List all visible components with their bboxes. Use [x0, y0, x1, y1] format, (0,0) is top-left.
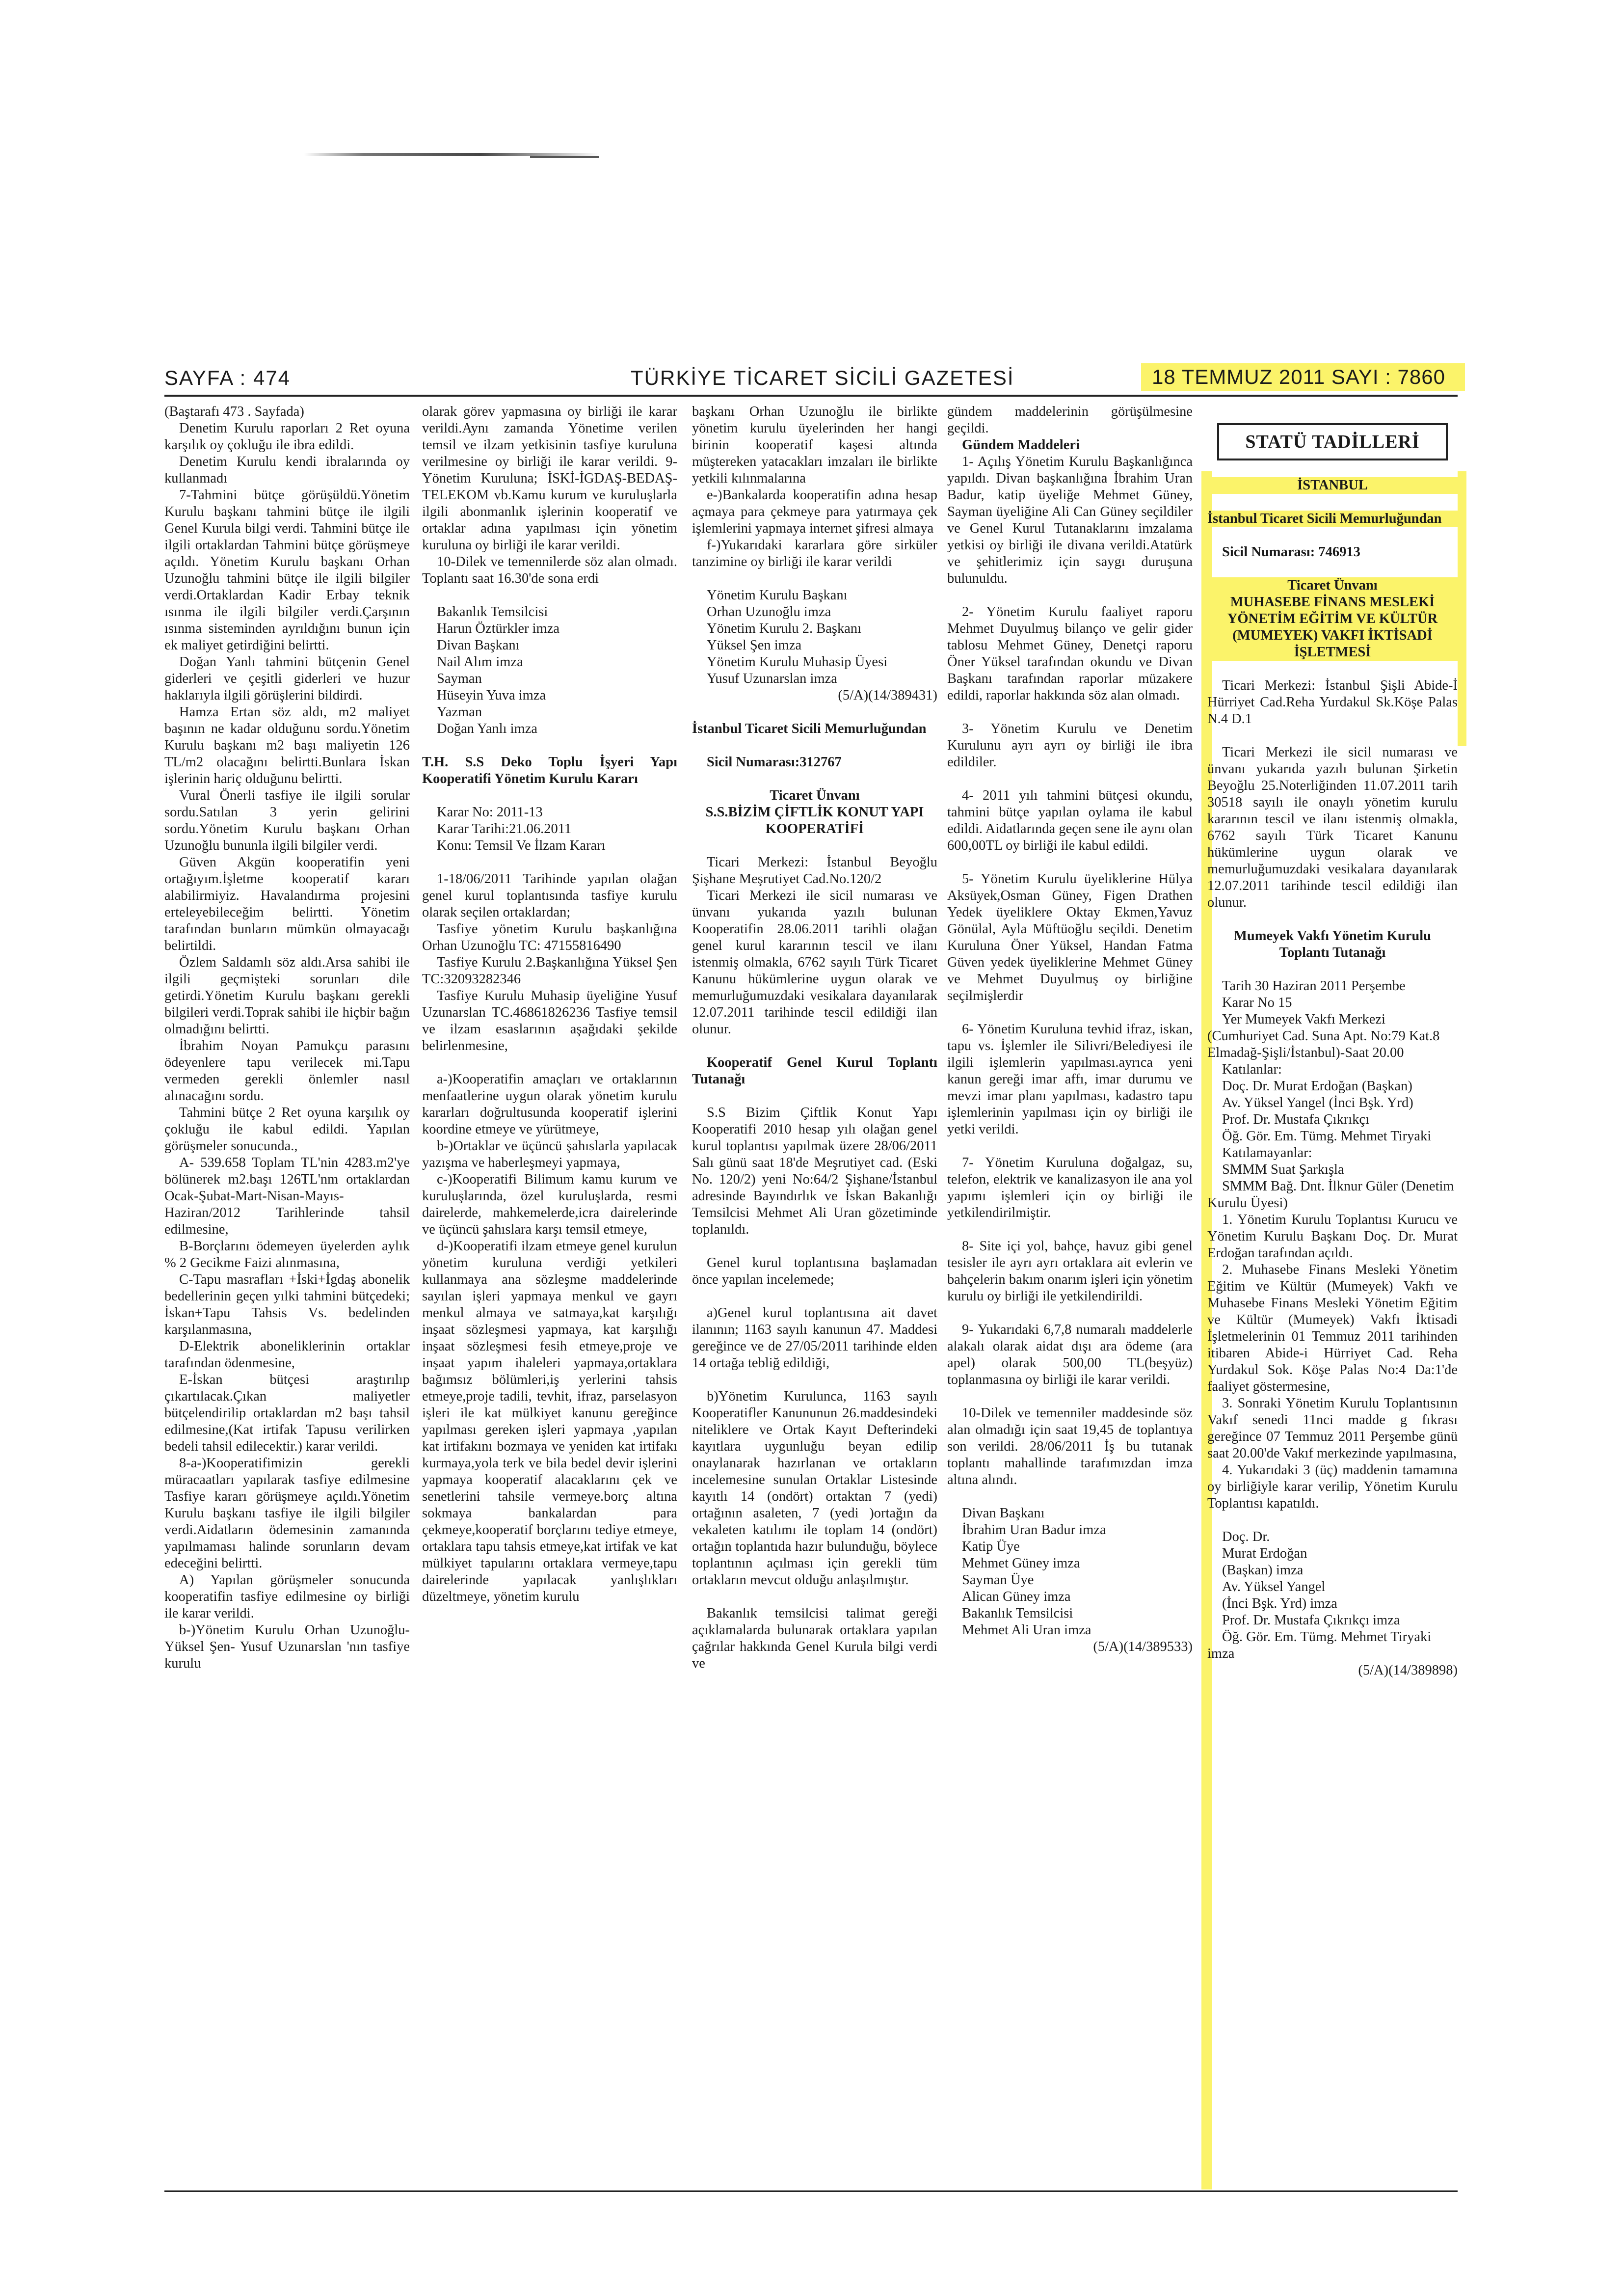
paragraph: Tasfiye yönetim Kurulu başkanlığına Orhan Uzunoğlu TC: 47155816490 [422, 921, 677, 953]
signature-line: Yazman [437, 704, 482, 720]
signature-line: Divan Başkanı [437, 638, 520, 653]
paragraph: E-İskan bütçesi araştırılıp çıkartılacak.Çıkan maliyetler bütçelendirilip ortaklardan m2 başı tahsil edilmesine,(Kat irtifak Tapusu verilirken bedeli tahsil edilecektir.) karar verildi. [164, 1372, 410, 1454]
section-heading: Kooperatif Genel Kurul Toplantı Tutanağı [692, 1055, 937, 1087]
column-4 [947, 404, 1193, 1655]
section-heading: İstanbul Ticaret Sicili Memurluğundan [1207, 511, 1458, 527]
section-box-title: STATÜ TADİLLERİ [1217, 423, 1448, 460]
signature-line: Katip Üye [962, 1539, 1020, 1554]
gazette-title: TÜRKİYE TİCARET SİCİLİ GAZETESİ [631, 366, 1014, 389]
paragraph: Genel kurul toplantısına başlamadan önce yapılan incelemede; [692, 1255, 937, 1287]
signature-line: Divan Başkanı [962, 1506, 1045, 1521]
paragraph: Güven Akgün kooperatifin yeni ortağıyım.İşletme kooperatif kararı alabilirmiyiz. Havalandırma projesini erteleyebileceğim belirtti. Yönetim tarafından bunların mümkün olmayacağı belirtildi. [164, 855, 410, 953]
paragraph: B-Borçlarını ödemeyen üyelerden aylık % 2 Gecikme Faizi alınmasına, [164, 1239, 410, 1270]
paragraph: (Baştarafı 473 . Sayfada) [164, 404, 304, 419]
signature-line: Mehmet Güney imza [962, 1556, 1080, 1571]
signature-line: Prof. Dr. Mustafa Çıkrıkçı imza [1222, 1613, 1400, 1628]
registry-number: Sicil Numarası:312767 [707, 755, 842, 770]
signature-line: Yönetim Kurulu Muhasip Üyesi [707, 654, 888, 670]
scan-artifact [530, 156, 599, 158]
signature-line: Bakanlık Temsilcisi [437, 604, 548, 620]
agenda-item: 2- Yönetim Kurulu faaliyet raporu Mehmet Duyulmuş bilanço ve gelir gider tablosu Mehmet Güney, Denetçi raporu Öner Yüksel tarafından okundu ve Divan Başkanı tarafından raporlar müzakere edildi, raporlar hakkında söz alan olmadı. [947, 604, 1193, 703]
city-heading: İSTANBUL [1207, 477, 1458, 494]
agenda-item: 1- Açılış Yönetim Kurulu Başkanlığınca yapıldı. Divan başkanlığına İbrahim Uran Badur, katip üyeliğe Mehmet Güney, Sayman üyeliğine Ali Can Güney seçildiler ve Genel Kurul Tutanaklarını imzalama yetkisi oy birliği ile divana verildi.Atatürk ve şehitlerimiz için saygı duruşuna bulunuldu. [947, 454, 1193, 586]
trade-address: Ticari Merkezi: İstanbul Şişli Abide-İ Hürriyet Cad.Reha Yurdakul Sk.Köşe Palas N.4 D.1 [1207, 678, 1458, 727]
issue-date: 18 TEMMUZ 2011 SAYI : 7860 [1141, 363, 1465, 391]
reference-number: (5/A)(14/389533) [1093, 1639, 1193, 1654]
paragraph: başkanı Orhan Uzunoğlu ile birlikte yönetim kurulu üyelerinden her hangi birinin kooperatif kaşesi altında müştereken yatacakları imzaları ile birlikte yetkili kılınmalarına [692, 404, 937, 486]
agenda-item: 8- Site içi yol, bahçe, havuz gibi genel tesisler ile ayrı ayrı ortaklara ait evlerin ve bahçelerin bakım onarım işleri için yönetim kurulu oy birliği ile yetkilendirildi. [947, 1239, 1193, 1304]
signature-line: (Başkan) imza [1222, 1563, 1304, 1578]
paragraph: Ticari Merkezi: İstanbul Beyoğlu Şişhane Meşrutiyet Cad.No.120/2 [692, 855, 937, 887]
paragraph: b-)Ortaklar ve üçüncü şahıslarla yapılacak yazışma ve haberleşmeyi yapmaya, [422, 1138, 677, 1170]
trade-name-label: Ticaret Ünvanı [1207, 577, 1458, 594]
agenda-item: 6- Yönetim Kuruluna tevhid ifraz, iskan, tapu vs. İşlemler ile Silivri/Belediyesi ile ilgili işlemlerin yapılması.ayrıca yeni kanun gereği imar affı, imar durumu ve mevzi imar planı yapılması, kadastro tapu işlemlerinin yapılması için oy birliği ile yetki verildi. [947, 1022, 1193, 1137]
signature-line: Doğan Yanlı imza [437, 721, 538, 736]
trade-name-label: Ticaret Ünvanı [770, 788, 860, 803]
paragraph: c-)Kooperatifi Bilimum kamu kurum ve kuruluşlarında, özel kuruluşlarda, resmi dairelerde, mahkemelerde,icra dairelerinde ve üçüncü şahıslara karşı temsil etmeye, [422, 1172, 677, 1237]
paragraph: f-)Yukarıdaki kararlara göre sirküler tanzimine oy birliği ile karar verildi [692, 538, 937, 569]
paragraph: olarak görev yapmasına oy birliği ile karar verildi.Aynı zamanda Yönetime verilen temsil ve ilzam yetkisinin tasfiye kuruluna verilmesine oy birliği ile karar verildi. 9-Yönetim Kuruluna; İSKİ-İGDAŞ-BEDAŞ-TELEKOM vb.Kamu kurum ve kuruluşlarla ilgili abonmanlık işlerinin kooperatif ve ortaklar adına yapılması için yönetim kuruluna oy birliği ile karar verildi. [422, 404, 677, 553]
reference-number: (5/A)(14/389431) [838, 688, 937, 703]
signature-line: Av. Yüksel Yangel [1222, 1579, 1326, 1594]
signature-line: Mehmet Ali Uran imza [962, 1622, 1091, 1638]
signature-line: Murat Erdoğan [1222, 1546, 1307, 1561]
meeting-line: Katılamayanlar: [1222, 1145, 1312, 1161]
signature-line: Bakanlık Temsilcisi [962, 1606, 1073, 1621]
paragraph: e-)Bankalarda kooperatifin adına hesap açmaya para çekmeye para yatırmaya çek işlemlerini yapmaya internet şifresi almaya [692, 487, 937, 536]
paragraph: Denetim Kurulu kendi ibralarında oy kullanmadı [164, 454, 410, 486]
paragraph: 2. Muhasebe Finans Mesleki Yönetim Eğitim ve Kültür (Mumeyek) Vakfı ve Muhasebe Finans Mesleki Yönetim Eğitim ve Kültür (Mumeyek) Vakfı İktisadi İşletmelerinin 01 Temmuz 2011 tarihinden itibaren Abide-i Hürriyet Cad. Reha Yurdakul Sok. Köşe Palas No:4 Da:1'de faaliyet göstermesine, [1207, 1262, 1458, 1394]
agenda-item: 4- 2011 yılı tahmini bütçesi okundu, tahmini bütçe yapılan oylama ile kabul edildi. Aidatlarında geçen sene ile aynı olan 600,00TL oy birliği ile kabul edildi. [947, 788, 1193, 853]
column-2 [422, 404, 677, 1605]
paragraph: 4. Yukarıdaki 3 (üç) maddenin tamamına oy birliğiyle karar verilip, Yönetim Kurulu Toplantısı kapatıldı. [1207, 1462, 1458, 1511]
reference-number: (5/A)(14/389898) [1358, 1663, 1458, 1678]
signature-line: Alican Güney imza [962, 1589, 1071, 1604]
signature-block [422, 604, 677, 737]
agenda-item: 10-Dilek ve temenniler maddesinde söz alan olmadığı için saat 19,45 de toplantıya son verildi. 28/06/2011 İş bu tutanak toplantı mahallinde tarafımızdan imza altına alındı. [947, 1405, 1193, 1487]
paragraph: 3. Sonraki Yönetim Kurulu Toplantısının Vakıf senedi 11nci madde g fıkrası gereğince 07 Temmuz 2011 Perşembe günü saat 20.00'de Vakıf merkezinde yapılmasına, [1207, 1396, 1458, 1461]
paragraph: 7-Tahmini bütçe görüşüldü.Yönetim Kurulu başkanı tahmini bütçe ile ilgili Genel Kurula bilgi verdi. Tahmini bütçe ile ilgili ortaklardan Tahmini bütçe görüşmeye açıldı. Yönetim Kurulu başkanı Orhan Uzunoğlu tahmini bütçe ile ilgili bilgiler verdi.Ortaklardan Kadir Erbay teknik ısınma ile ilgili bilgiler verdi.Çarşının ısınma sisteminden ayrıldığını bunun için ek maliyet getirdiğini belirtti. [164, 487, 410, 653]
paragraph: S.S Bizim Çiftlik Konut Yapı Kooperatifi 2010 hesap yılı olağan genel kurul toplantısı yapılmak üzere 28/06/2011 Salı günü saat 18'de Meşrutiyet cad. (Eski No. 120/2) yeni No:64/2 Şişhane/İstanbul adresinde Bayındırlık ve İskan Bakanlığı Temsilcisi Mehmet Ali Uran gözetiminde toplanıldı. [692, 1105, 937, 1237]
paragraph: Tasfiye Kurulu Muhasip üyeliğine Yusuf Uzunarslan TC.46861826236 Tasfiye temsil ve ilzam esaslarının aşağıdaki şekilde belirlenmesine, [422, 988, 677, 1053]
signature-block [692, 587, 937, 687]
paragraph: Doğan Yanlı tahmini bütçenin Genel giderleri ve çeşitli giderleri ve huzur haklarıyla ilgili görüşlerini bildirdi. [164, 654, 410, 703]
signature-line: Yönetim Kurulu Başkanı [707, 588, 848, 603]
column-3 [692, 404, 937, 1672]
agenda-item: 9- Yukarıdaki 6,7,8 numaralı maddelerle alakalı olarak aidat dışı ara ödeme (ara apel) olarak 500,00 TL(beşyüz) toplanmasına oy birliği ile karar verildi. [947, 1322, 1193, 1387]
section-heading: İstanbul Ticaret Sicili Memurluğundan [692, 721, 927, 736]
paragraph: Tahmini bütçe 2 Ret oyuna karşılık oy çokluğu ile kabul edildi. Yapılan görüşmeler sonucunda., [164, 1105, 410, 1154]
decision-date: Karar Tarihi:21.06.2011 [437, 821, 572, 837]
paragraph: gündem maddelerinin görüşülmesine geçildi. [947, 404, 1193, 436]
paragraph: D-Elektrik aboneliklerinin ortaklar tarafından ödenmesine, [164, 1339, 410, 1371]
trade-name: S.S.BİZİM ÇİFTLİK KONUT YAPI KOOPERATİFİ [705, 805, 924, 837]
meeting-line: Katılanlar: [1222, 1062, 1282, 1077]
agenda-item: 3- Yönetim Kurulu ve Denetim Kurulunu ayrı ayrı oy birliği ile ibra edildiler. [947, 721, 1193, 770]
meeting-line: Av. Yüksel Yangel (İnci Bşk. Yrd) [1222, 1095, 1413, 1110]
signature-block [947, 1505, 1193, 1639]
agenda-item: 5- Yönetim Kurulu üyeliklerine Hülya Aksüyek,Osman Güney, Figen Drathen Yedek üyeliklere Oktay Ekmen,Yavuz Gönülal, Ayla Müftüoğlu seçildi. Denetim Kuruluna Öner Yüksel, Handan Fatma Güven yedek üyeliklerine Mehmet Güney ve Mehmet Duyulmuş oy birliğine seçilmişlerdir [947, 871, 1193, 1003]
paragraph: Denetim Kurulu raporları 2 Ret oyuna karşılık oy çokluğu ile ibra edildi. [164, 421, 410, 453]
meeting-line: Doç. Dr. Murat Erdoğan (Başkan) [1222, 1079, 1412, 1094]
paragraph: Ticari Merkezi ile sicil numarası ve ünvanı yukarıda yazılı bulunan Şirketin Beyoğlu 25.Noterliğinden 11.07.2011 tarih 30518 sayılı ile onaylı yönetim kurulu kararının tescil ve ilanı istenmiş olmakla, 6762 sayılı Türk Ticaret Kanunu hükümlerine uygun olarak ve memurluğumuzdaki vesikalara dayanılarak 12.07.2011 tarihinde tescil edildiği ilan olunur. [1207, 745, 1458, 910]
decision-number: Karar No: 2011-13 [437, 805, 543, 820]
signature-line: Sayman Üye [962, 1572, 1034, 1588]
section-heading: T.H. S.S Deko Toplu İşyeri Yapı Kooperatifi Yönetim Kurulu Kararı [422, 755, 677, 786]
paragraph: Vural Önerli tasfiye ile ilgili sorular sordu.Satılan 3 yerin gelirini sordu.Yönetim Kurulu başkanı Orhan Uzunoğlu bununla ilgili bilgiler verdi. [164, 788, 410, 853]
footer-rule [164, 2190, 1458, 2192]
section-heading: Mumeyek Vakfı Yönetim Kurulu Toplantı Tutanağı [1234, 928, 1431, 960]
paragraph: 1. Yönetim Kurulu Toplantısı Kurucu ve Yönetim Kurulu Başkanı Doç. Dr. Murat Erdoğan tarafından açıldı. [1207, 1212, 1458, 1261]
signature-line: Yüksel Şen imza [707, 638, 802, 653]
page-header [164, 363, 1458, 393]
paragraph: d-)Kooperatifi ilzam etmeye genel kurulun yönetim kuruluna verdiği yetkileri kullanmaya ana sözleşme maddelerinde sayılan işleri yapmaya menkul ve gayrı menkul almaya ve satmaya,kat karşılığı inşaat sözleşmesi yapmaya, kat karşılığı inşaat sözleşmesi fesih etmeye,proje ve inşaat yapım ihaleleri yapmaya,ortaklara bağımsız bölümleri,iş yerlerini tahsis etmeye,proje tadili, tevhit, ifraz, parselasyon işleri ile kat mülkiyet kanunu gereğince yapılması gereken işleri yapmaya ,yapılan kat irtifakını bozmaya ve yeniden kat irtifakı kurmaya,yola terk ve bila bedel devir işlerini yapmaya kooperatif alacaklarını çek ve senetlerini tahsile vermeye.borç altına sokmaya bankalardan para çekmeye,kooperatif borçlarını tediye etmeye, ortaklara tapu tahsis etmeye,kat irtifak ve kat mülkiyet tapularını ortaklara vermeye,tapu dairelerinde yapılacak yanlışlıkları düzeltmeye, yönetim kurulu [422, 1239, 677, 1604]
paragraph: b-)Yönetim Kurulu Orhan Uzunoğlu- Yüksel Şen- Yusuf Uzunarslan 'nın tasfiye kurulu [164, 1622, 410, 1671]
meeting-details [1207, 978, 1458, 1212]
meeting-line: SMMM Bağ. Dnt. İlknur Güler (Denetim Kurulu Üyesi) [1207, 1179, 1454, 1211]
meeting-line: Karar No 15 [1222, 995, 1292, 1010]
signature-line: Doç. Dr. [1222, 1529, 1270, 1544]
paragraph: İbrahim Noyan Pamukçu parasını ödeyenlere tapu verilecek mi.Tapu vermeden gerekli önlemler nasıl alınacağını sordu. [164, 1038, 410, 1104]
paragraph: A) Yapılan görüşmeler sonucunda kooperatifin tasfiye edilmesine oy birliği ile karar verildi. [164, 1572, 410, 1621]
meeting-line: Öğ. Gör. Em. Tümg. Mehmet Tiryaki [1222, 1129, 1432, 1144]
signature-line: Hüseyin Yuva imza [437, 688, 546, 703]
meeting-line: Prof. Dr. Mustafa Çıkrıkçı [1222, 1112, 1370, 1127]
paragraph: Özlem Saldamlı söz aldı.Arsa sahibi ile ilgili geçmişteki sorunları dile getirdi.Yönetim Kurulu başkanı gerekli bilgileri verdi.Toprak sahibi ile hiçbir bağın olmadığını belirtti. [164, 955, 410, 1037]
agenda-item: 7- Yönetim Kuruluna doğalgaz, su, telefon, elektrik ve kanalizasyon ile ana yol yapımı işlemleri için oy birliği ile yetkilendirilmiştir. [947, 1155, 1193, 1220]
column-5 [1207, 404, 1458, 1679]
meeting-line: Tarih 30 Haziran 2011 Perşembe [1222, 978, 1406, 994]
header-rule [164, 395, 1458, 397]
paragraph: 10-Dilek ve temennilerde söz alan olmadı. Toplantı saat 16.30'de sona erdi [422, 554, 677, 586]
signature-line: Harun Öztürkler imza [437, 621, 560, 636]
paragraph: C-Tapu masrafları +İski+İgdaş abonelik bedellerinin geçen yılki tahmini bütçedeki; İskan+Tapu Tahsis Vs. bedelinden karşılanmasına, [164, 1272, 410, 1337]
meeting-line: SMMM Suat Şarkışla [1222, 1162, 1344, 1177]
page-number: SAYFA : 474 [164, 366, 291, 389]
signature-block [1207, 1529, 1458, 1662]
paragraph: Ticari Merkezi ile sicil numarası ve ünvanı yukarıda yazılı bulunan Kooperatifin 28.06.2011 tarihli olağan genel kurul kararının tescil ve ilanı istenmiş olmakla, 6762 sayılı Türk Ticaret Kanunu hükümlerine uygun olarak ve memurluğumuzdaki vesikalara dayanılarak 12.07.2011 tarihinde tescil edildiği ilan olunur. [692, 888, 937, 1037]
paragraph: Bakanlık temsilcisi talimat gereği açıklamalarda bulunarak ortaklara yapılan çağrılar hakkında Genel Kurula bilgi verdi ve [692, 1606, 937, 1671]
paragraph: A- 539.658 Toplam TL'nin 4283.m2'ye bölünerek m2.başı 126TL'nm ortaklardan Ocak-Şubat-Mart-Nisan-Mayıs-Haziran/2012 Tarihlerinde tahsil edilmesine, [164, 1155, 410, 1237]
signature-line: Yusuf Uzunarslan imza [707, 671, 837, 686]
signature-line: Öğ. Gör. Em. Tümg. Mehmet Tiryaki imza [1207, 1629, 1432, 1661]
signature-line: Yönetim Kurulu 2. Başkanı [707, 621, 862, 636]
paragraph: a)Genel kurul toplantısına ait davet ilanının; 1163 sayılı kanunun 47. Maddesi gereğince ve de 27/05/2011 tarihinde elden 14 ortağa tebliğ edildiği, [692, 1305, 937, 1371]
paragraph: a-)Kooperatifin amaçları ve ortaklarının menfaatlerine uygun olarak yönetim kurulu kararları doğrultusunda kooperatif işlerini koordine etmeye ve yürütmeye, [422, 1072, 677, 1137]
paragraph: Hamza Ertan söz aldı, m2 maliyet başının ne kadar olduğunu sordu.Yönetim Kurulu başkanı m2 başı maliyetin 126 TL/m2 olacağını belirtti.Bunlara İskan işlerinin hariç olduğunu belirtti. [164, 704, 410, 786]
trade-name: MUHASEBE FİNANS MESLEKİ YÖNETİM EĞİTİM VE KÜLTÜR (MUMEYEK) VAKFI İKTİSADİ İŞLETMESİ [1207, 594, 1458, 661]
signature-line: Nail Alım imza [437, 654, 523, 670]
column-1 [164, 404, 410, 1672]
paragraph: Tasfiye Kurulu 2.Başkanlığına Yüksel Şen TC:32093282346 [422, 955, 677, 987]
paragraph: b)Yönetim Kurulunca, 1163 sayılı Kooperatifler Kanununun 26.maddesindeki niteliklere ve Ortak Kayıt Defterindeki kayıtlara uygunluğu beyan edilip onaylanarak hazırlanan ve ortakların incelemesine sunulan Ortaklar Listesinde kayıtlı 14 (ondört) ortaktan 7 (yedi) ortağının asaleten, 7 (yedi )ortağın da vekaleten katılımı ile toplam 14 (ondört) ortağın toplantıda hazır bulunduğu, böylece toplantının açılması için gerekli tüm ortakların mevcut olduğu anlaşılmıştır. [692, 1389, 937, 1588]
signature-line: Orhan Uzunoğlu imza [707, 604, 831, 620]
highlight-marker [1458, 471, 1466, 746]
decision-subject: Konu: Temsil Ve İlzam Kararı [437, 838, 606, 853]
meeting-line: Yer Mumeyek Vakfı Merkezi (Cumhuriyet Cad. Suna Apt. No:79 Kat.8 Elmadağ-Şişli/İstanbul)-Saat 20.00 [1207, 1012, 1440, 1060]
signature-line: Sayman [437, 671, 482, 686]
agenda-heading: Gündem Maddeleri [962, 437, 1080, 453]
registry-number: Sicil Numarası: 746913 [1222, 544, 1360, 560]
signature-line: İbrahim Uran Badur imza [962, 1522, 1106, 1538]
paragraph: 1-18/06/2011 Tarihinde yapılan olağan genel kurul toplantısında tasfiye kurulu olarak seçilen ortaklardan; [422, 871, 677, 920]
paragraph: 8-a-)Kooperatifimizin gerekli müracaatları yapılarak tasfiye edilmesine Tasfiye kararı görüşmeye açıldı.Yönetim Kurulu başkanı tasfiye ile ilgili bilgiler verdi.Aidatların ödemesinin zamanında yapılmaması halinde sorunların devam edeceğini belirtti. [164, 1456, 410, 1571]
signature-line: (İnci Bşk. Yrd) imza [1222, 1596, 1337, 1611]
